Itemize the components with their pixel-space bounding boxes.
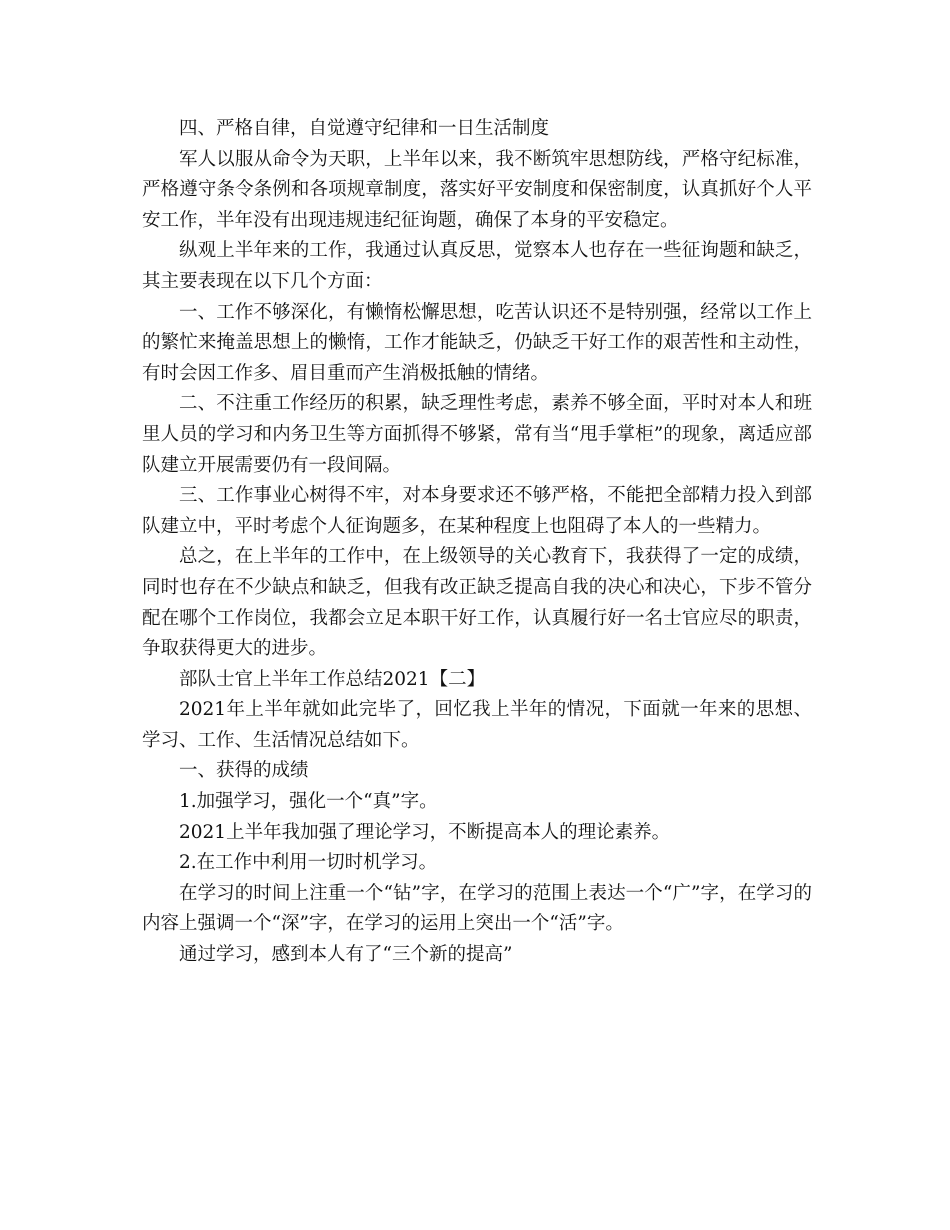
article-title-2: 部队士官上半年工作总结2021【二】: [179, 668, 486, 690]
document-page: [142, 114, 812, 971]
paragraph-issue-1: 一、工作不够深化，有懒惰松懈思想，吃苦认识还不是特别强，经常以工作上的繁忙来掩盖思想上的懒惰，工作才能缺乏，仍缺乏干好工作的艰苦性和主动性，有时会因工作多、眉目重而产生消极抵触的情绪。: [142, 301, 812, 384]
paragraph-study: 2021上半年我加强了理论学习，不断提高本人的理论素养。: [179, 821, 671, 843]
paragraph-reflection: 纵观上半年来的工作，我通过认真反思，觉察本人也存在一些征询题和缺乏，其主要表现在以下几个方面：: [142, 240, 812, 292]
paragraph-conclusion: 总之，在上半年的工作中，在上级领导的关心教育下，我获得了一定的成绩，同时也存在不少缺点和缺乏，但我有改正缺乏提高自我的决心和决心，下步不管分配在哪个工作岗位，我都会立足本职干好工作，认真履行好一名士官应尽的职责，争取获得更大的进步。: [142, 546, 812, 660]
section-heading-achievements: 一、获得的成绩: [179, 760, 309, 782]
paragraph-issue-3: 三、工作事业心树得不牢，对本身要求还不够严格，不能把全部精力投入到部队建立中，平时考虑个人征询题多，在某种程度上也阻碍了本人的一些精力。: [142, 485, 812, 537]
paragraph-improvement: 通过学习，感到本人有了“三个新的提高”: [179, 944, 513, 966]
list-item-2: 2.在工作中利用一切时机学习。: [179, 852, 438, 874]
list-item-1: 1.加强学习，强化一个“真”字。: [179, 791, 438, 813]
section-heading-4: 四、严格自律，自觉遵守纪律和一日生活制度: [179, 118, 550, 139]
paragraph-issue-2: 二、不注重工作经历的积累，缺乏理性考虑，素养不够全面，平时对本人和班里人员的学习和内务卫生等方面抓得不够紧，常有当“甩手掌柜”的现象，离适应部队建立开展需要仍有一段间隔。: [142, 393, 812, 476]
paragraph-discipline: 军人以服从命令为天职，上半年以来，我不断筑牢思想防线，严格守纪标准，严格遵守条令条例和各项规章制度，落实好平安制度和保密制度，认真抓好个人平安工作，半年没有出现违规违纪征询题，确保了本身的平安稳定。: [142, 148, 812, 231]
paragraph-study-method: 在学习的时间上注重一个“钻”字，在学习的范围上表达一个“广”字，在学习的内容上强调一个“深”字，在学习的运用上突出一个“活”字。: [142, 882, 812, 935]
paragraph-intro: 2021年上半年就如此完毕了，回忆我上半年的情况，下面就一年来的思想、学习、工作、生活情况总结如下。: [142, 699, 812, 751]
